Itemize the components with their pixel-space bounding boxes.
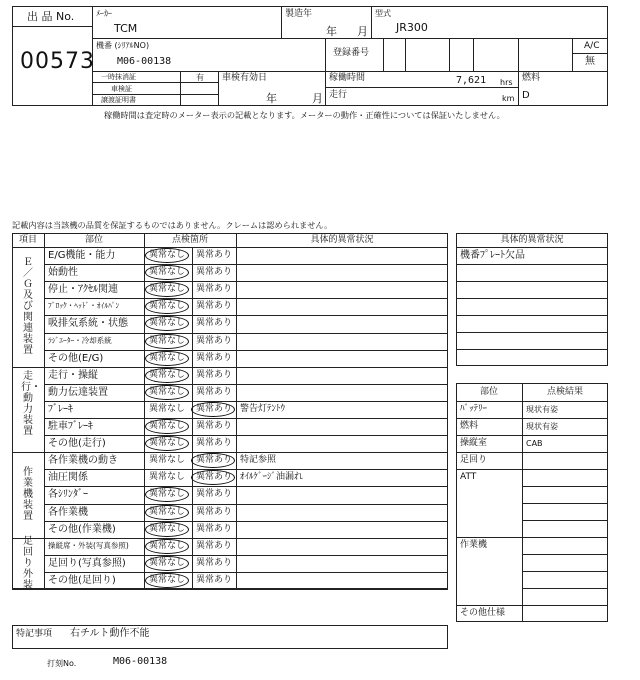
results-value: 現状有姿 [526, 405, 558, 414]
table-header: 項目 [18, 235, 38, 245]
abnormal-option: 異常あり [196, 335, 233, 346]
normal-option: 異常なし [149, 403, 186, 414]
normal-option: 異常なし [149, 455, 186, 466]
results-header-part: 部位 [479, 387, 499, 397]
normal-option: 異常なし [149, 489, 186, 500]
normal-option: 異常なし [149, 352, 186, 363]
normal-option: 異常なし [149, 506, 186, 517]
fuel-label: 燃料 [522, 73, 541, 83]
normal-option: 異常なし [149, 301, 186, 312]
expiry-year-unit: 年 [266, 92, 277, 105]
mileage-label: 走行 [329, 90, 348, 100]
abnormal-option: 異常あり [196, 540, 233, 551]
abnormal-option: 異常あり [196, 284, 233, 295]
normal-option: 異常なし [149, 557, 186, 568]
group-label: 走行・動力装置 [21, 370, 41, 437]
inspection-cert-label: 車検証 [111, 85, 132, 93]
check-part-label: 油圧関係 [48, 472, 88, 484]
normal-circle-mark [145, 419, 189, 434]
results-value: 現状有姿 [526, 422, 558, 431]
fuel-value: D [522, 90, 530, 101]
check-part-label: 駐車ﾌﾞﾚｰｷ [48, 421, 93, 432]
normal-option: 異常なし [149, 335, 186, 346]
check-part-label: 各作業機の動き [48, 455, 118, 467]
abnormal-detail: ｵｲﾙｹﾞｰｼﾞ油漏れ [240, 472, 304, 483]
check-part-label: その他(E/G) [48, 352, 104, 364]
ac-value: 無 [585, 56, 595, 67]
table-header: 部位 [84, 235, 104, 245]
normal-circle-mark [145, 573, 189, 588]
normal-option: 異常なし [149, 250, 186, 260]
check-part-label: その他(足回り) [48, 574, 116, 586]
hours-value: 7,621 [456, 75, 487, 86]
reg-label: 登録番号 [333, 48, 370, 58]
check-part-label: その他(作業機) [48, 523, 116, 535]
ac-label: A/C [584, 41, 600, 51]
normal-circle-mark [145, 248, 189, 263]
group-label: 作業機装置 [23, 467, 33, 523]
normal-option: 異常なし [149, 472, 186, 483]
normal-circle-mark [145, 522, 189, 537]
abnormal-detail: 特記参照 [240, 455, 277, 466]
normal-option: 異常なし [149, 421, 186, 431]
abnormal-option: 異常あり [196, 472, 233, 483]
expiry-month-unit: 月 [312, 92, 323, 105]
check-part-label: ﾌﾞﾚｰｷ [48, 403, 73, 415]
abnormal-option: 異常あり [196, 318, 233, 329]
table-header: 具体的異常状況 [310, 235, 374, 245]
year-unit: 年 [326, 25, 337, 38]
abnormal-option: 異常あり [196, 250, 233, 260]
check-part-label: 停止・ｱｸｾﾙ関連 [48, 284, 118, 296]
results-part: 作業機 [460, 540, 488, 550]
abnormal-detail: 警告灯ﾃﾝﾄｳ [240, 403, 286, 414]
check-part-label: 走行・操縦 [48, 369, 98, 381]
lot-label: 出 品 No. [27, 10, 75, 23]
stamp-label: 打刻No. [47, 659, 77, 668]
abnormal-option: 異常あり [196, 267, 233, 278]
check-part-label: ﾗｼﾞｴｰﾀｰ・冷却系統 [48, 335, 112, 345]
normal-circle-mark [145, 368, 189, 383]
check-part-label: ﾌﾞﾛｯｸ・ﾍｯﾄﾞ・ｵｲﾙﾊﾟﾝ [48, 301, 120, 311]
stamp-value: M06-00138 [113, 656, 168, 667]
check-part-label: 始動性 [48, 267, 78, 279]
hours-unit: hrs [500, 78, 513, 87]
check-part-label: 動力伝達装置 [48, 386, 108, 398]
abnormal-option: 異常あり [196, 386, 233, 397]
serial-value: M06-00138 [117, 56, 172, 67]
results-part: 足回り [460, 455, 488, 465]
check-part-label: 各ｼﾘﾝﾀﾞｰ [48, 489, 88, 501]
table-header: 点検箇所 [171, 235, 209, 245]
results-part: 操縦室 [460, 438, 488, 448]
model-label: 型式 [375, 9, 391, 18]
maker-value: TCM [114, 22, 138, 35]
year-label: 製造年 [285, 9, 313, 19]
normal-option: 異常なし [149, 523, 186, 534]
km-unit: km [502, 94, 515, 103]
abnormal-option: 異常あり [196, 352, 233, 363]
normal-circle-mark [145, 505, 189, 520]
remarks-label: 特記事項 [16, 629, 53, 639]
model-value: JR300 [396, 21, 428, 34]
group-label: Ｅ／Ｇ及び関連装置 [23, 257, 33, 357]
abnormal-details-header: 具体的異常状況 [500, 235, 564, 245]
check-part-label: 足回り(写真参照) [48, 557, 126, 569]
abnormal-option: 異常あり [196, 557, 233, 568]
abnormal-detail-row: 機番ﾌﾟﾚｰﾄ欠品 [460, 250, 525, 261]
check-part-label: 各作業機 [48, 506, 88, 518]
normal-circle-mark [145, 539, 189, 554]
results-part: ﾊﾞｯﾃﾘｰ [460, 404, 488, 414]
group-label: 足回り外装 [23, 535, 33, 591]
abnormal-circle-mark [191, 402, 235, 417]
serial-label: 機番 (ｼﾘｱﾙNO) [96, 41, 150, 50]
temp-cert-label: 一時抹消証 [101, 73, 136, 81]
abnormal-option: 異常あり [196, 301, 233, 312]
temp-cert-value: 有 [196, 73, 204, 82]
abnormal-option: 異常あり [196, 489, 233, 500]
normal-circle-mark [145, 351, 189, 366]
abnormal-option: 異常あり [196, 438, 233, 449]
normal-option: 異常なし [149, 318, 186, 329]
normal-option: 異常なし [149, 540, 186, 551]
inspection-expiry-label: 車検有効日 [222, 73, 268, 83]
normal-option: 異常なし [149, 574, 186, 585]
hours-label: 稼働時間 [329, 73, 366, 83]
ownership-label: 譲渡証明書 [101, 96, 136, 104]
disclaimer: 記載内容は当該機の品質を保証するものではありません。クレームは認められません。 [12, 220, 333, 230]
remarks-text: 右チルト動作不能 [70, 628, 150, 639]
abnormal-option: 異常あり [196, 506, 233, 517]
abnormal-option: 異常あり [196, 403, 233, 414]
normal-option: 異常なし [149, 386, 186, 397]
normal-option: 異常なし [149, 284, 186, 295]
maker-label: ﾒｰｶｰ [96, 9, 112, 18]
normal-circle-mark [145, 334, 189, 349]
abnormal-option: 異常あり [196, 574, 233, 585]
results-part: 燃料 [460, 421, 479, 431]
check-part-label: 吸排気系統・状態 [48, 318, 128, 330]
abnormal-option: 異常あり [196, 369, 233, 380]
normal-option: 異常なし [149, 438, 186, 449]
lot-number: 00573 [20, 49, 95, 74]
check-part-label: その他(走行) [48, 438, 106, 450]
results-header-result: 点検結果 [546, 387, 584, 397]
abnormal-option: 異常あり [196, 455, 233, 466]
results-part: その他仕様 [460, 608, 506, 618]
normal-circle-mark [145, 385, 189, 400]
normal-option: 異常なし [149, 369, 186, 380]
check-part-label: E/G機能・能力 [48, 250, 116, 261]
normal-option: 異常なし [149, 267, 186, 278]
hours-note: 稼働時間は査定時のメーター表示の記載となります。メーターの動作・正確性については保証いたしません。 [104, 110, 505, 120]
abnormal-option: 異常あり [196, 523, 233, 534]
month-unit: 月 [357, 25, 368, 38]
abnormal-option: 異常あり [196, 421, 233, 431]
normal-circle-mark [145, 556, 189, 571]
results-value: CAB [526, 439, 543, 448]
check-part-label: 操縦席・外装(写真参照) [48, 540, 129, 550]
results-part: ATT [460, 472, 477, 482]
